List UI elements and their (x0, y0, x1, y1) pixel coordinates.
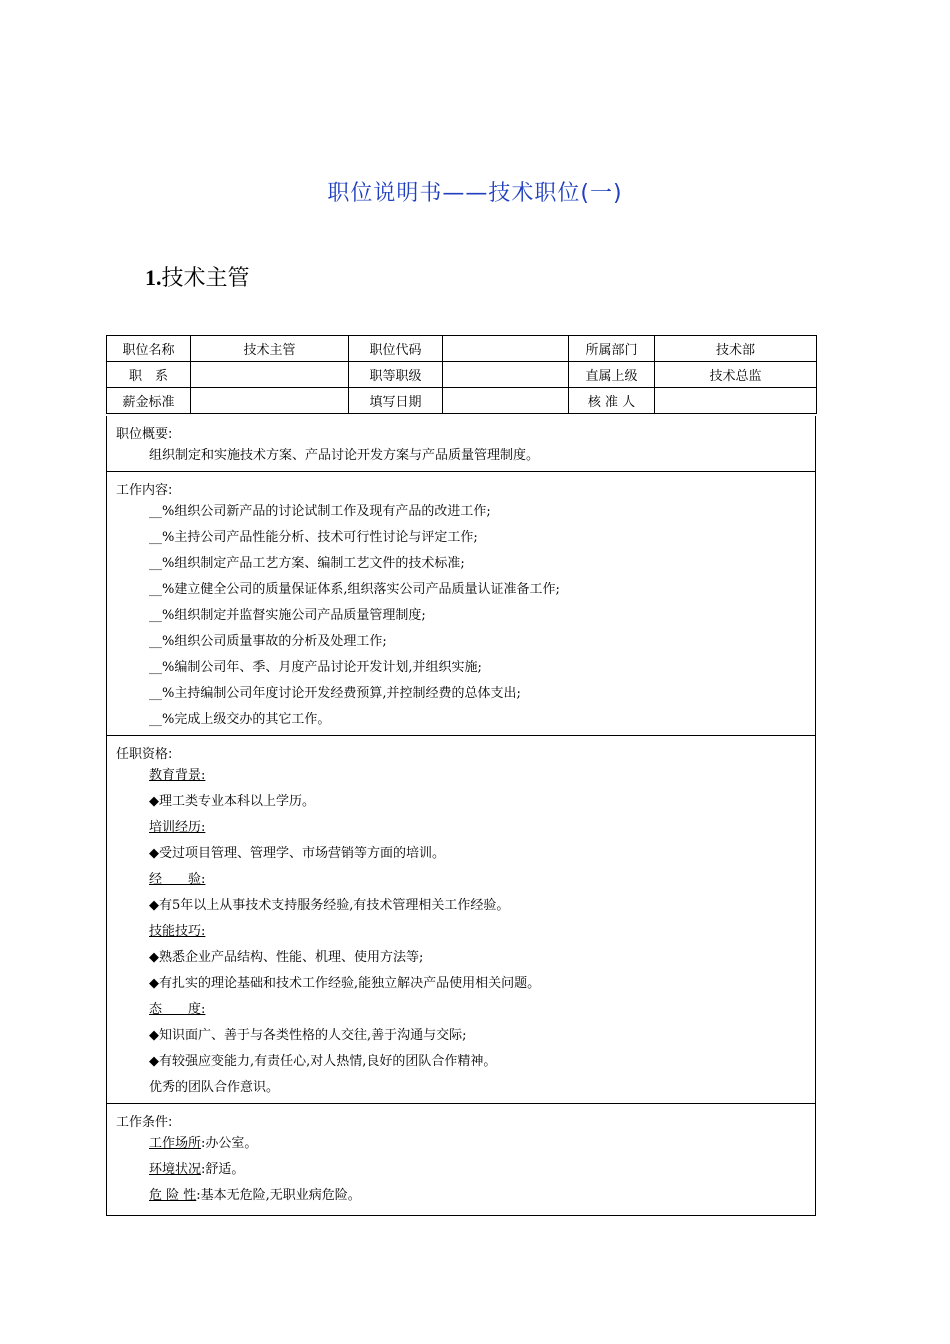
condition-label-workplace: 工作场所 (149, 1136, 202, 1151)
label-position-code: 职位代码 (349, 336, 443, 362)
overview-text: 组织制定和实施技术方案、产品讨论开发方案与产品质量管理制度。 (149, 448, 540, 463)
list-item: __%编制公司年、季、月度产品讨论开发计划,并组织实施; (149, 660, 482, 675)
list-item: __%完成上级交办的其它工作。 (149, 712, 331, 727)
label-fill-date: 填写日期 (349, 388, 443, 414)
document-title: 职位说明书——技术职位(一) (327, 181, 623, 206)
label-approver: 核 准 人 (569, 388, 655, 414)
condition-value-workplace: :办公室。 (201, 1136, 258, 1151)
list-item: __%组织公司新产品的讨论试制工作及现有产品的改进工作; (149, 504, 491, 519)
section-number: 1. (145, 265, 162, 290)
position-info-table (106, 335, 817, 414)
qual-subheading-skills: 技能技巧: (149, 924, 206, 939)
section-title (145, 261, 250, 292)
value-fill-date (443, 388, 569, 414)
list-item: __%组织公司质量事故的分析及处理工作; (149, 634, 387, 649)
table-row (107, 388, 817, 414)
value-position-name: 技术主管 (191, 336, 349, 362)
list-item (107, 1157, 815, 1183)
qual-subheading-education: 教育背景: (149, 768, 206, 783)
value-job-family (191, 362, 349, 388)
list-item: ◆有较强应变能力,有责任心,对人热情,良好的团队合作精神。 (149, 1054, 497, 1069)
value-approver (655, 388, 817, 414)
label-supervisor: 直属上级 (569, 362, 655, 388)
label-salary: 薪金标准 (107, 388, 191, 414)
qual-subheading-training: 培训经历: (149, 820, 206, 835)
list-item: ◆熟悉企业产品结构、性能、机理、使用方法等; (149, 950, 424, 965)
list-item: __%组织制定产品工艺方案、编制工艺文件的技术标准; (149, 556, 465, 571)
list-item (107, 1183, 815, 1209)
qualifications-heading: 任职资格: (116, 747, 173, 762)
list-item: ◆受过项目管理、管理学、市场营销等方面的培训。 (149, 846, 445, 861)
value-position-code (443, 336, 569, 362)
condition-label-environment: 环境状况 (149, 1162, 202, 1177)
condition-label-hazard: 危 险 性 (149, 1188, 197, 1203)
table-row (107, 362, 817, 388)
section-name: 技术主管 (161, 266, 250, 291)
value-salary (191, 388, 349, 414)
list-item: __%主持公司产品性能分析、技术可行性讨论与评定工作; (149, 530, 478, 545)
qual-subheading-experience: 经 验: (149, 872, 206, 887)
list-item: ◆知识面广、善于与各类性格的人交往,善于沟通与交际; (149, 1028, 467, 1043)
overview-section (106, 416, 816, 472)
duties-heading: 工作内容: (116, 483, 173, 498)
conditions-heading: 工作条件: (116, 1115, 173, 1130)
list-item: __%建立健全公司的质量保证体系,组织落实公司产品质量认证准备工作; (149, 582, 560, 597)
value-grade (443, 362, 569, 388)
label-job-family: 职 系 (107, 362, 191, 388)
list-item: 优秀的团队合作意识。 (149, 1080, 280, 1095)
list-item: ◆有扎实的理论基础和技术工作经验,能独立解决产品使用相关问题。 (149, 976, 541, 991)
overview-heading: 职位概要: (116, 427, 173, 442)
value-supervisor: 技术总监 (655, 362, 817, 388)
qual-subheading-attitude: 态 度: (149, 1002, 206, 1017)
value-department: 技术部 (655, 336, 817, 362)
label-department: 所属部门 (569, 336, 655, 362)
list-item: __%主持编制公司年度讨论开发经费预算,并控制经费的总体支出; (149, 686, 521, 701)
label-grade: 职等职级 (349, 362, 443, 388)
list-item: ◆有5年以上从事技术支持服务经验,有技术管理相关工作经验。 (149, 898, 510, 913)
conditions-section (106, 1104, 816, 1216)
duties-section (106, 472, 816, 736)
qualifications-section (106, 736, 816, 1104)
list-item: __%组织制定并监督实施公司产品质量管理制度; (149, 608, 426, 623)
list-item: ◆理工类专业本科以上学历。 (149, 794, 315, 809)
condition-value-hazard: :基本无危险,无职业病危险。 (196, 1188, 361, 1203)
condition-value-environment: :舒适。 (201, 1162, 245, 1177)
label-position-name: 职位名称 (107, 336, 191, 362)
list-item (107, 1131, 815, 1157)
table-row (107, 336, 817, 362)
